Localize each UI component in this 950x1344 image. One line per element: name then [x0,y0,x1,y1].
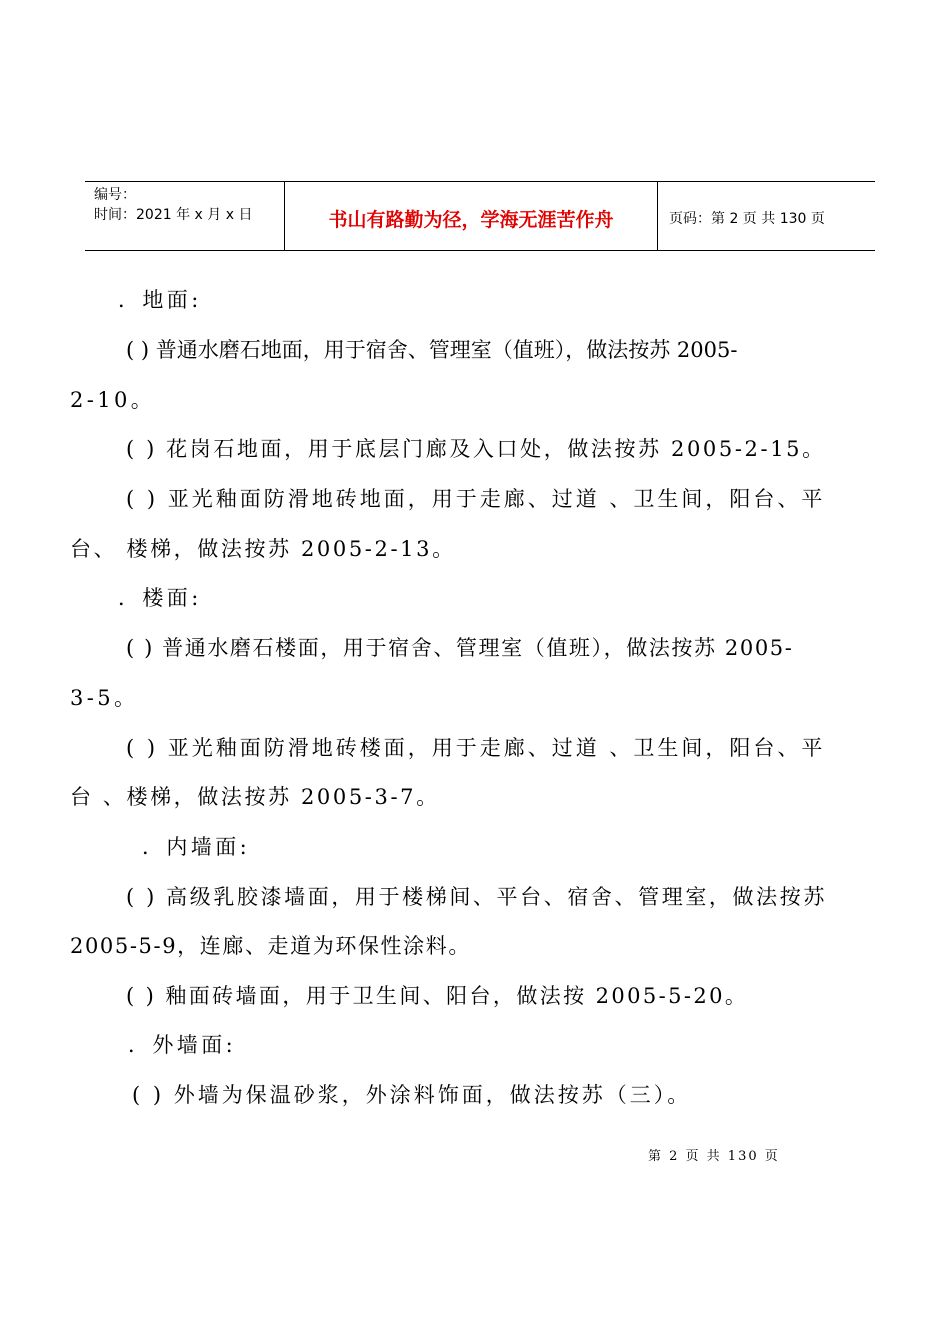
page-footer: 第 2 页 共 130 页 [648,1149,780,1164]
section-heading-storey-floor: ．楼面: [118,586,202,610]
paragraph-line: ( ) 高级乳胶漆墙面，用于楼梯间、平台、宿舍、管理室，做法按苏 [126,885,827,909]
paragraph-line: ( ) 花岗石地面，用于底层门廊及入口处，做法按苏 2005-2-15。 [126,437,826,461]
paragraph-line: 3-5。 [70,686,139,710]
paragraph-line: ( ) 普通水磨石地面，用于宿舍、管理室（值班），做法按苏 2005- [126,338,738,362]
header-page-number: 页码：第 2 页 共 130 页 [669,211,825,227]
section-heading-exterior-wall: ．外墙面: [128,1033,237,1057]
header-motto: 书山有路勤为径，学海无涯苦作舟 [285,182,658,250]
paragraph-line: ( ) 亚光釉面防滑地砖地面，用于走廊、过道 、卫生间，阳台、平 [126,487,826,511]
page-header-table [85,181,875,251]
document-number-label: 编号： [94,187,136,203]
paragraph-line: ( ) 釉面砖墙面，用于卫生间、阳台，做法按 2005-5-20。 [126,984,749,1008]
paragraph-line: ( ) 亚光釉面防滑地砖楼面，用于走廊、过道 、卫生间，阳台、平 [126,736,826,760]
paragraph-line: 2-10。 [70,388,156,412]
section-heading-interior-wall: ．内墙面: [142,835,251,859]
paragraph-line: 2005-5-9，连廊、走道为环保性涂料。 [70,934,471,958]
document-date-label: 时间：2021 年 x 月 x 日 [94,207,253,223]
paragraph-line: ( ) 外墙为保温砂浆，外涂料饰面，做法按苏（三）。 [132,1083,692,1107]
paragraph-line: ( ) 普通水磨石楼面，用于宿舍、管理室（值班），做法按苏 2005- [126,636,794,660]
paragraph-line: 台 、楼梯，做法按苏 2005-3-7。 [70,785,440,809]
header-meta-cell [85,182,285,250]
section-heading-floor: ．地面: [118,288,202,312]
paragraph-line: 台、 楼梯，做法按苏 2005-2-13。 [70,537,456,561]
